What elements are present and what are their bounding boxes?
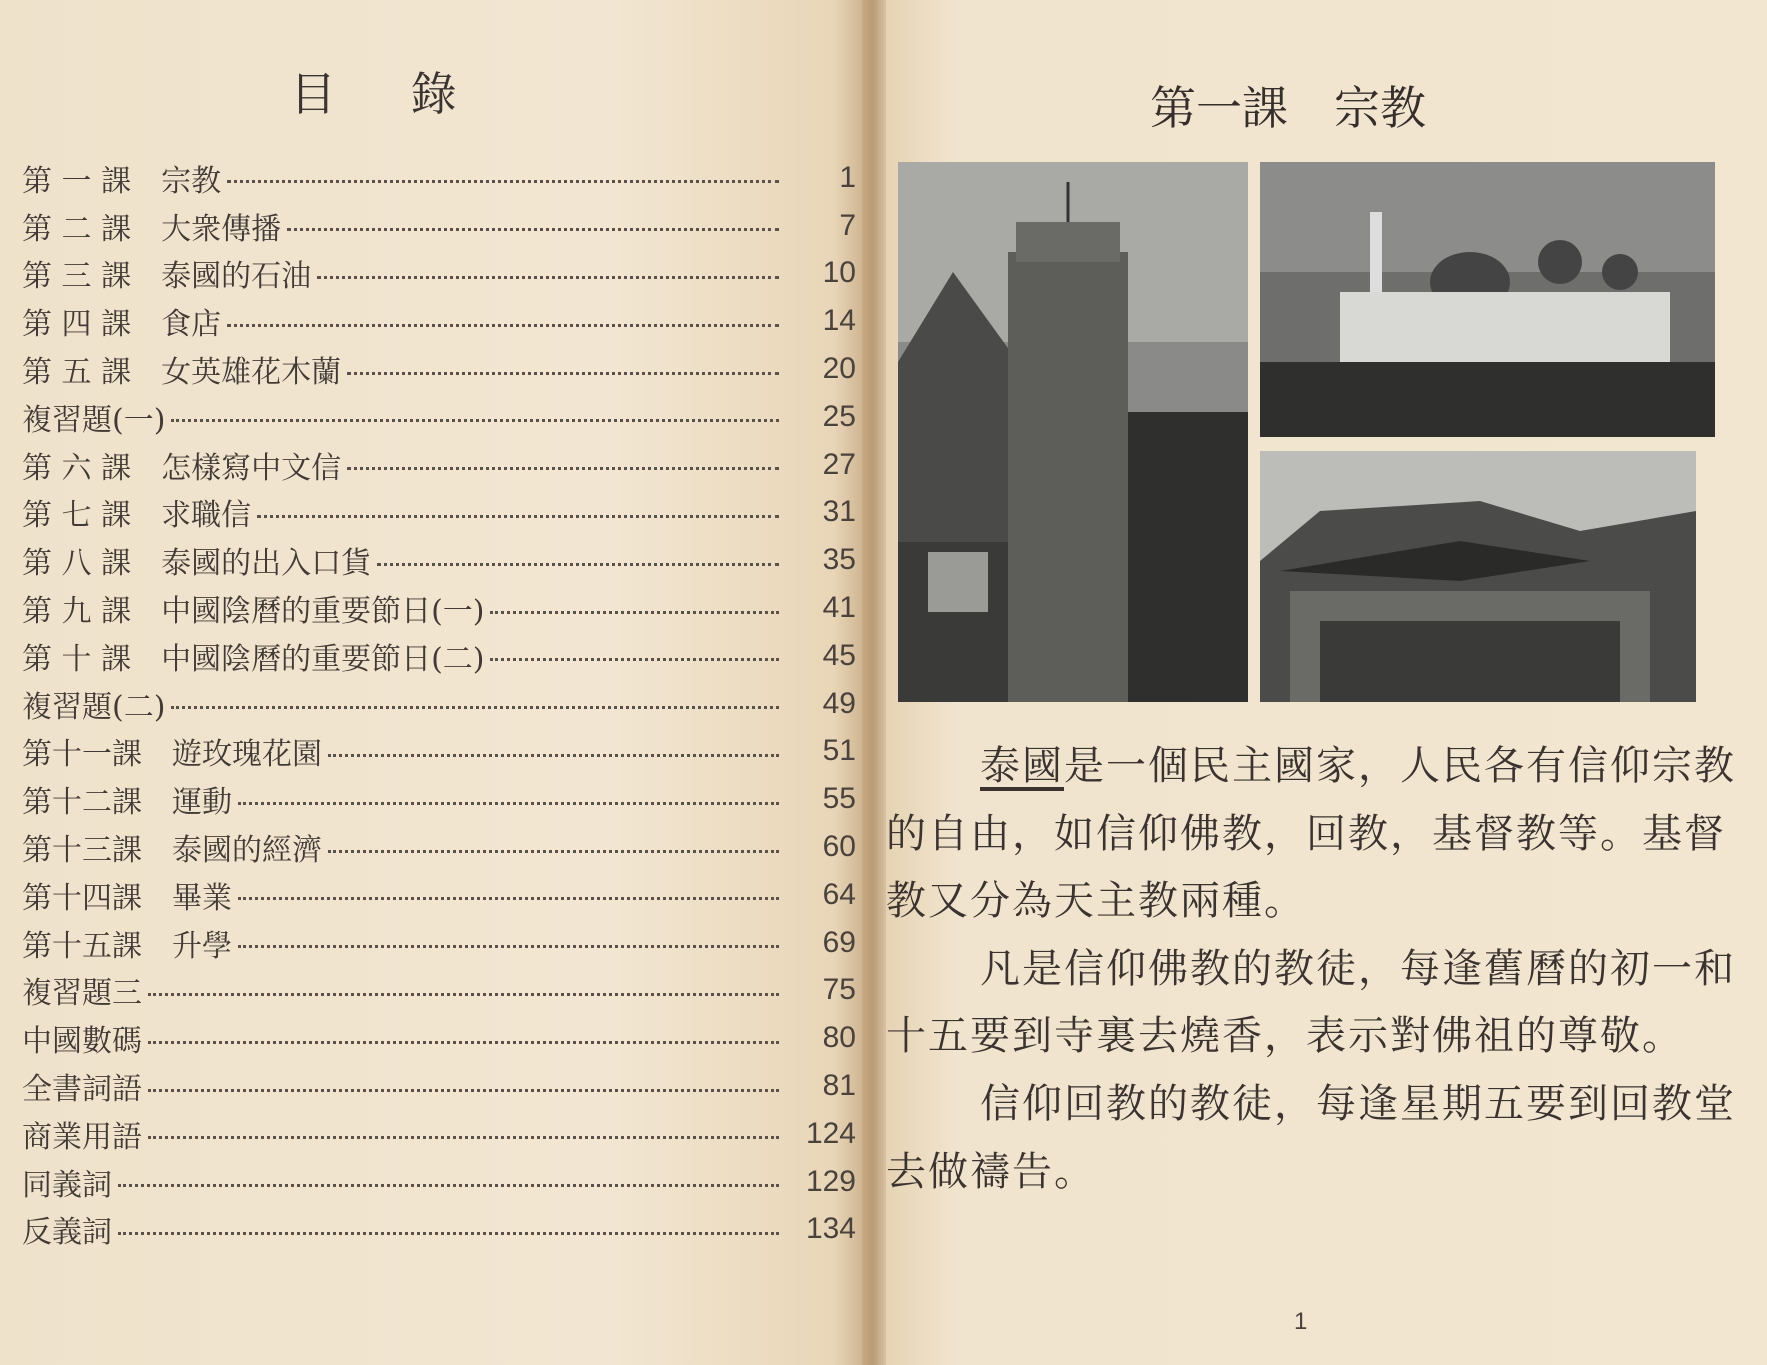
- toc-entry: [22, 632, 872, 680]
- toc-leader: [22, 825, 787, 869]
- dot-leader: [171, 419, 779, 422]
- toc-entry-page: 31: [822, 495, 856, 529]
- toc-entry-label: 第 五 課 女英雄花木蘭: [22, 355, 342, 391]
- toc-entry-page: 20: [822, 352, 856, 386]
- dot-leader: [317, 276, 779, 279]
- toc-entry: [22, 345, 872, 393]
- toc-entry-label: 複習題(一): [22, 402, 166, 438]
- toc-entry-page: 69: [822, 925, 856, 959]
- toc-leader: [22, 1112, 787, 1156]
- toc-entry: [22, 154, 872, 202]
- dot-leader: [148, 1136, 779, 1139]
- dot-leader: [377, 563, 779, 566]
- table-of-contents: [22, 154, 872, 1253]
- toc-entry: [22, 250, 872, 298]
- toc-entry: [22, 1158, 872, 1206]
- toc-entry-page: 60: [822, 830, 856, 864]
- toc-entry-label: 第 七 課 求職信: [22, 498, 252, 534]
- paragraph-text: 是一個民主國家，人民各有信仰宗教的自由，如信仰佛教，回教，基督教等。基督教又分為天主教兩種。: [886, 743, 1736, 925]
- toc-leader: [22, 682, 787, 726]
- lesson-title: 第一課 宗教: [1150, 81, 1426, 135]
- dot-leader: [118, 1232, 779, 1235]
- toc-leader: [22, 347, 787, 391]
- toc-entry: [22, 919, 872, 967]
- toc-entry-label: 第 四 課 食店: [22, 307, 222, 343]
- dot-leader: [227, 180, 779, 183]
- toc-entry-label: 第 三 課 泰國的石油: [22, 259, 312, 295]
- dot-leader: [328, 850, 779, 853]
- toc-leader: [22, 968, 787, 1012]
- toc-leader: [22, 634, 787, 678]
- toc-entry-label: 第十五課 升學: [22, 928, 232, 964]
- toc-entry-label: 第 九 課 中國陰曆的重要節日(一): [22, 594, 485, 630]
- lesson-paragraph: [886, 1071, 1756, 1206]
- left-page: [0, 0, 868, 1365]
- toc-entry-label: 第 十 課 中國陰曆的重要節日(二): [22, 641, 485, 677]
- toc-entry-label: 中國數碼: [22, 1024, 142, 1060]
- toc-leader: [22, 1160, 787, 1204]
- underlined-term: 泰國: [980, 743, 1064, 789]
- toc-leader: [22, 729, 787, 773]
- paragraph-text: 凡是信仰佛教的教徒，每逢舊曆的初一和十五要到寺裏去燒香，表示對佛祖的尊敬。: [886, 945, 1736, 1060]
- toc-entry-page: 81: [822, 1069, 856, 1103]
- toc-entry: [22, 584, 872, 632]
- toc-leader: [22, 777, 787, 821]
- toc-leader: [22, 586, 787, 630]
- book-gutter: [862, 0, 886, 1365]
- toc-entry-page: 14: [822, 304, 856, 338]
- toc-entry: [22, 680, 872, 728]
- dot-leader: [171, 706, 779, 709]
- toc-entry-label: 第 八 課 泰國的出入口貨: [22, 546, 372, 582]
- toc-entry-label: 複習題三: [22, 976, 142, 1012]
- dot-leader: [148, 1089, 779, 1092]
- toc-entry-page: 35: [822, 543, 856, 577]
- toc-leader: [22, 538, 787, 582]
- toc-entry-page: 10: [822, 256, 856, 290]
- toc-entry-page: 51: [822, 734, 856, 768]
- toc-entry: [22, 967, 872, 1015]
- toc-entry: [22, 728, 872, 776]
- lesson-paragraph: [886, 936, 1756, 1071]
- toc-entry: [22, 393, 872, 441]
- toc-entry-page: 25: [822, 399, 856, 433]
- toc-leader: [22, 299, 787, 343]
- toc-entry-page: 124: [805, 1116, 856, 1150]
- toc-entry-page: 27: [822, 447, 856, 481]
- toc-entry-page: 1: [839, 160, 856, 194]
- dot-leader: [118, 1184, 779, 1187]
- toc-entry: [22, 1014, 872, 1062]
- toc-entry-label: 第十二課 運動: [22, 785, 232, 821]
- mosque-photo: [1260, 162, 1715, 437]
- toc-entry-label: 第十四課 畢業: [22, 880, 232, 916]
- toc-entry: [22, 871, 872, 919]
- dot-leader: [328, 754, 779, 757]
- toc-entry: [22, 536, 872, 584]
- toc-entry-label: 第 六 課 怎樣寫中文信: [22, 450, 342, 486]
- toc-entry-page: 55: [822, 782, 856, 816]
- toc-entry-label: 全書詞語: [22, 1072, 142, 1108]
- dot-leader: [238, 897, 779, 900]
- page-number: 1: [1294, 1308, 1308, 1335]
- toc-entry-page: 134: [805, 1212, 856, 1246]
- dot-leader: [148, 993, 779, 996]
- dot-leader: [148, 1041, 779, 1044]
- church-tower-photo: [898, 162, 1248, 702]
- toc-entry: [22, 202, 872, 250]
- dot-leader: [257, 515, 779, 518]
- toc-leader: [22, 921, 787, 965]
- toc-leader: [22, 490, 787, 534]
- dot-leader: [490, 611, 779, 614]
- toc-entry: [22, 441, 872, 489]
- toc-entry: [22, 1110, 872, 1158]
- toc-leader: [22, 1207, 787, 1251]
- toc-leader: [22, 873, 787, 917]
- toc-entry: [22, 297, 872, 345]
- toc-leader: [22, 1016, 787, 1060]
- toc-entry-page: 80: [822, 1021, 856, 1055]
- toc-leader: [22, 156, 787, 200]
- dot-leader: [490, 658, 779, 661]
- toc-entry-page: 41: [822, 591, 856, 625]
- toc-entry-label: 反義詞: [22, 1215, 112, 1251]
- toc-entry: [22, 489, 872, 537]
- chinese-temple-photo: [1260, 451, 1696, 702]
- toc-entry-label: 第十一課 遊玫瑰花園: [22, 737, 322, 773]
- toc-entry-label: 複習題(二): [22, 689, 166, 725]
- toc-entry-page: 75: [822, 973, 856, 1007]
- toc-leader: [22, 1064, 787, 1108]
- dot-leader: [238, 945, 779, 948]
- toc-entry-page: 129: [805, 1164, 856, 1198]
- toc-entry-label: 同義詞: [22, 1167, 112, 1203]
- lesson-paragraph: [886, 733, 1756, 936]
- paragraph-text: 信仰回教的教徒，每逢星期五要到回教堂去做禱告。: [886, 1080, 1736, 1195]
- toc-leader: [22, 251, 787, 295]
- dot-leader: [227, 324, 779, 327]
- dot-leader: [287, 228, 779, 231]
- toc-entry-page: 7: [839, 208, 856, 242]
- toc-title: 目 錄: [290, 67, 487, 121]
- toc-entry-page: 45: [822, 638, 856, 672]
- toc-entry: [22, 1206, 872, 1254]
- toc-entry-page: 64: [822, 877, 856, 911]
- toc-entry: [22, 775, 872, 823]
- toc-entry: [22, 823, 872, 871]
- toc-leader: [22, 204, 787, 248]
- lesson-body: [886, 733, 1756, 1206]
- toc-entry: [22, 1062, 872, 1110]
- dot-leader: [238, 802, 779, 805]
- toc-entry-label: 第十三課 泰國的經濟: [22, 833, 322, 869]
- toc-entry-label: 商業用語: [22, 1119, 142, 1155]
- toc-entry-label: 第 二 課 大衆傳播: [22, 211, 282, 247]
- dot-leader: [347, 372, 779, 375]
- toc-entry-label: 第 一 課 宗教: [22, 163, 222, 199]
- toc-entry-page: 49: [822, 686, 856, 720]
- toc-leader: [22, 443, 787, 487]
- toc-leader: [22, 395, 787, 439]
- dot-leader: [347, 467, 779, 470]
